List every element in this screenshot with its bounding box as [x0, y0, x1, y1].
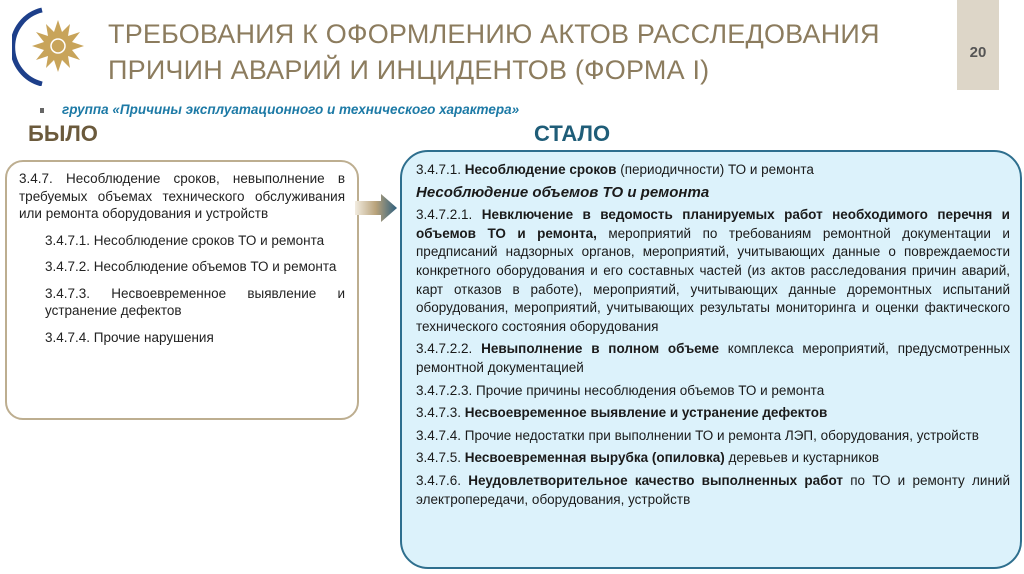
item-text: Прочие причины несоблюдения объемов ТО и ремонта: [476, 382, 825, 398]
item-text: (периодичности) ТО и ремонта: [616, 162, 814, 177]
before-item: 3.4.7.2. Несоблюдение объемов ТО и ремонта: [45, 259, 337, 274]
item-bold: Несвоевременная вырубка (опиловка): [464, 450, 725, 466]
item-number: 3.4.7.6.: [416, 472, 469, 488]
item-number: 3.4.7.2.3.: [416, 382, 477, 398]
after-item-7: [416, 449, 1010, 468]
before-box: [5, 160, 359, 420]
after-item-6: [416, 427, 1010, 446]
group-label-text: группа «Причины эксплуатационного и технического характера»: [62, 102, 520, 117]
title-line-2: ПРИЧИН АВАРИЙ И ИНЦИДЕНТОВ (ФОРМА I): [108, 55, 710, 85]
item-bold: Невыполнение в полном объеме: [481, 341, 719, 357]
item-number: 3.4.7.4.: [416, 427, 465, 443]
bullet-icon: [40, 108, 44, 113]
item-number: 3.4.7.5.: [416, 450, 465, 466]
item-text: по ТО и ремонту линий электропередачи, оборудования, устройств: [416, 472, 1010, 507]
title-line-1: ТРЕБОВАНИЯ К ОФОРМЛЕНИЮ АКТОВ РАССЛЕДОВАНИЯ: [108, 19, 880, 49]
item-bold: Несвоевременное выявление и устранение дефектов: [464, 405, 828, 421]
after-heading: СТАЛО: [534, 121, 611, 146]
after-subheading: Несоблюдение объемов ТО и ремонта: [416, 183, 710, 201]
item-number: 3.4.7.2.1.: [416, 207, 482, 223]
company-logo-icon: [12, 6, 92, 86]
page-number: 20: [969, 44, 987, 61]
group-label: [40, 102, 519, 117]
after-item-8: [416, 472, 1010, 509]
item-text: деревьев и кустарников: [724, 450, 880, 466]
before-item: 3.4.7.3. Несвоевременное выявление и устранение дефектов: [45, 285, 345, 318]
item-bold: Несоблюдение сроков: [464, 162, 617, 177]
after-item-2: [416, 206, 1010, 336]
item-bold: Неудовлетворительное качество выполненных работ: [468, 472, 844, 488]
before-item: 3.4.7.4. Прочие нарушения: [45, 329, 214, 345]
before-item: 3.4.7. Несоблюдение сроков, невыполнение в требуемых объемах технического обслуживания или ремонта оборудования и устройств: [19, 171, 345, 221]
after-item-4: [416, 382, 1010, 401]
slide-title: [108, 16, 880, 88]
arrow-right-icon: [355, 194, 397, 222]
before-item: 3.4.7.1. Несоблюдение сроков ТО и ремонта: [45, 232, 325, 248]
after-item-1: [416, 161, 1010, 180]
item-bold: Невключение в ведомость планируемых работ необходимого перечня и объемов ТО и ремонта,: [416, 207, 1010, 241]
after-box: [400, 150, 1022, 569]
page-number-box: [957, 0, 999, 90]
after-item-5: [416, 404, 1010, 423]
item-number: 3.4.7.2.2.: [416, 341, 482, 357]
before-heading: БЫЛО: [28, 121, 98, 146]
item-number: 3.4.7.3.: [416, 405, 465, 421]
item-text: комплекса мероприятий, предусмотренных ремонтной документацией: [416, 341, 1010, 375]
item-number: 3.4.7.1.: [416, 162, 465, 177]
item-text: мероприятий по требованиям ремонтной документации и предписаний надзорных органов, мероприятий, учитывающих данные о повреждаемости конкретного оборудования и его составных частей (из актов расследования причин аварий, карт отказов в работе), мероприятий, учитывающих данные доремонтных испытаний оборудования, мероприятий, учитывающих результаты мониторинга и оценки фактического технического состояния оборудования: [416, 225, 1010, 334]
item-text: Прочие недостатки при выполнении ТО и ремонта ЛЭП, оборудования, устройств: [464, 427, 979, 443]
after-item-3: [416, 340, 1010, 377]
